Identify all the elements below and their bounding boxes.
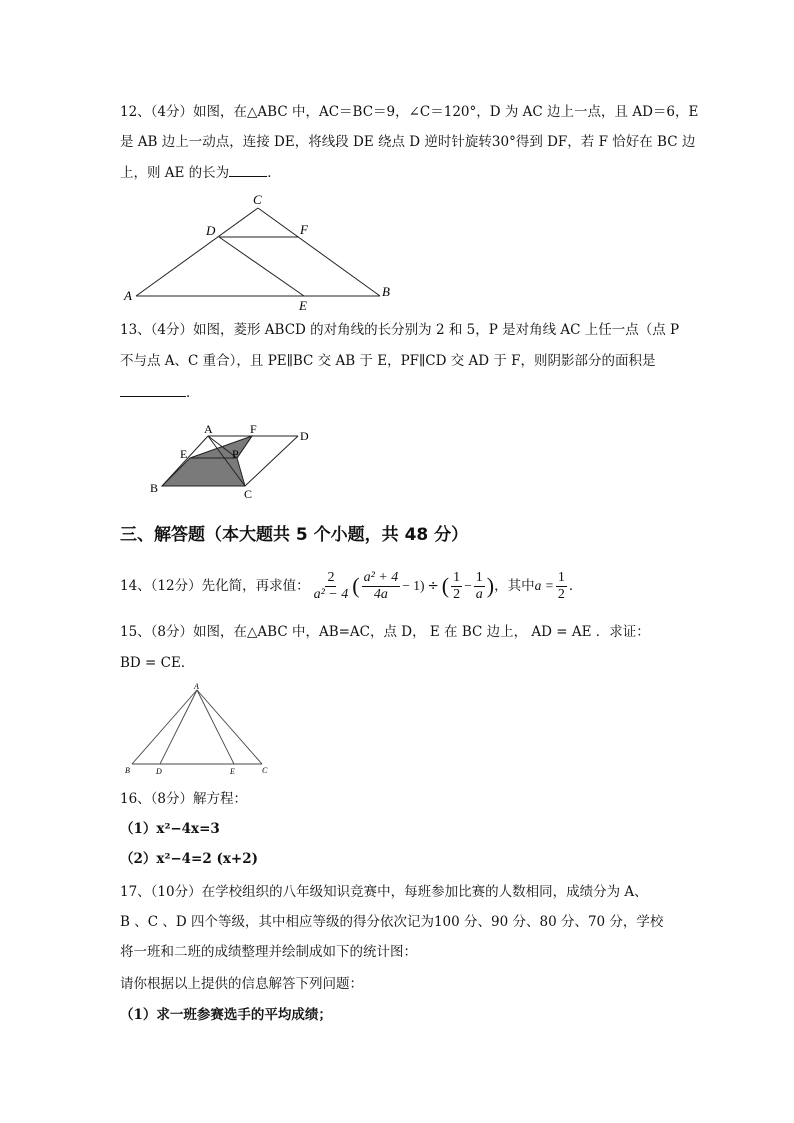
q15-label-b: B: [125, 766, 130, 775]
q15-label-a: A: [194, 682, 199, 691]
q13-label-e: E: [180, 447, 188, 461]
q12-label-b: B: [382, 284, 390, 299]
q17-line-1: 17、（10分）在学校组织的八年级知识竞赛中，每班参加比赛的人数相同，成绩分为 A、: [120, 884, 648, 900]
q13-label-a: A: [204, 422, 213, 436]
q12-line-3: [120, 162, 281, 183]
q14-fraction-1: $\frac{2}{\text{a² − 4}}$: [313, 569, 349, 602]
q14-end: ．: [568, 578, 583, 594]
q14-fraction-3: $\frac{1}{2}$: [453, 569, 461, 602]
q14-fraction-5: $\frac{1}{2}$: [557, 569, 565, 602]
q15-label-d: D: [156, 767, 162, 776]
q14-line: 14、（12分）先化简，再求值： $\frac{2}{\text{a² − 4}}$ ( $\frac{\text{a² + 4}}{4a}$ − 1) ÷ ( $\frac{1}{2}$ − $\frac{1}{a}$ ) ，其中 a = $\frac{1}{2}$ ．: [120, 566, 582, 606]
q15-line-2: BD = CE．: [120, 655, 195, 671]
q15-label-c: C: [262, 766, 268, 775]
q13-label-d: D: [300, 429, 309, 443]
q17-line-2: B 、C 、D 四个等级，其中相应等级的得分依次记为100 分、90 分、80 分、70 分，学校: [120, 914, 664, 930]
q14-fraction-2: $\frac{\text{a² + 4}}{4a}$: [363, 569, 399, 602]
q12-label-f: F: [300, 222, 308, 237]
q13-line-3-end: ．: [186, 385, 200, 401]
q13-line-1: 13、（4分）如图，菱形 ABCD 的对角线的长分别为 2 和 5，P 是对角线 AC 上任一点（点 P: [120, 322, 680, 338]
q14-mid-text: ，其中: [494, 578, 535, 594]
q16-line-1: 16、（8分）解方程：: [120, 791, 248, 807]
q17-line-5: （1）求一班参赛选手的平均成绩；: [120, 1007, 332, 1023]
q13-figure: [140, 418, 330, 503]
q16-line-3: （2）x²−4=2 (x+2): [120, 851, 258, 867]
q13-line-3: [120, 382, 200, 403]
q14-prefix: 14、（12分）先化简，再求值：: [120, 578, 310, 594]
q15-label-e: E: [230, 767, 235, 776]
q17-line-4: 请你根据以上提供的信息解答下列问题：: [120, 976, 363, 992]
q16-line-2: （1）x²−4x=3: [120, 821, 220, 837]
q12-line-3-end: ．: [267, 165, 281, 181]
q12-answer-blank: [229, 162, 267, 177]
q13-line-2: 不与点 A、C 重合），且 PE∥BC 交 AB 于 E，PF∥CD 交 AD 于 F，则阴影部分的面积是: [120, 353, 656, 369]
q13-label-f: F: [250, 422, 257, 436]
q14-a-equals: a =: [534, 578, 554, 593]
q13-answer-blank: [120, 382, 186, 397]
q13-label-p: P: [232, 447, 239, 461]
q12-label-a: A: [124, 288, 132, 303]
q12-line-1: 12、（4分）如图，在△ABC 中，AC＝BC＝9，∠C＝120°，D 为 AC 边上一点，且 AD＝6，E: [120, 104, 699, 120]
section-3-title: 三、解答题（本大题共 5 个小题，共 48 分）: [120, 525, 469, 545]
q13-label-c: C: [244, 487, 253, 501]
q12-line-3-text: 上，则 AE 的长为: [120, 165, 230, 181]
q14-fraction-4: $\frac{1}{a}$: [475, 569, 483, 602]
q14-minus-one: − 1): [402, 578, 425, 593]
q15-figure: [122, 682, 272, 777]
q14-divide: ÷: [427, 578, 439, 594]
q12-label-e: E: [299, 298, 307, 313]
q12-line-2: 是 AB 边上一动点，连接 DE，将线段 DE 绕点 D 逆时针旋转30°得到 DF，若 F 恰好在 BC 边: [120, 134, 696, 150]
q12-label-c: C: [253, 192, 262, 207]
q12-label-d: D: [206, 223, 216, 238]
q15-line-1: 15、（8分）如图，在△ABC 中，AB=AC，点 D， E 在 BC 边上， AD = AE ．求证：: [120, 624, 650, 640]
q13-label-b: B: [150, 481, 159, 495]
q17-line-3: 将一班和二班的成绩整理并绘制成如下的统计图：: [120, 944, 417, 960]
q12-figure: [118, 190, 408, 315]
